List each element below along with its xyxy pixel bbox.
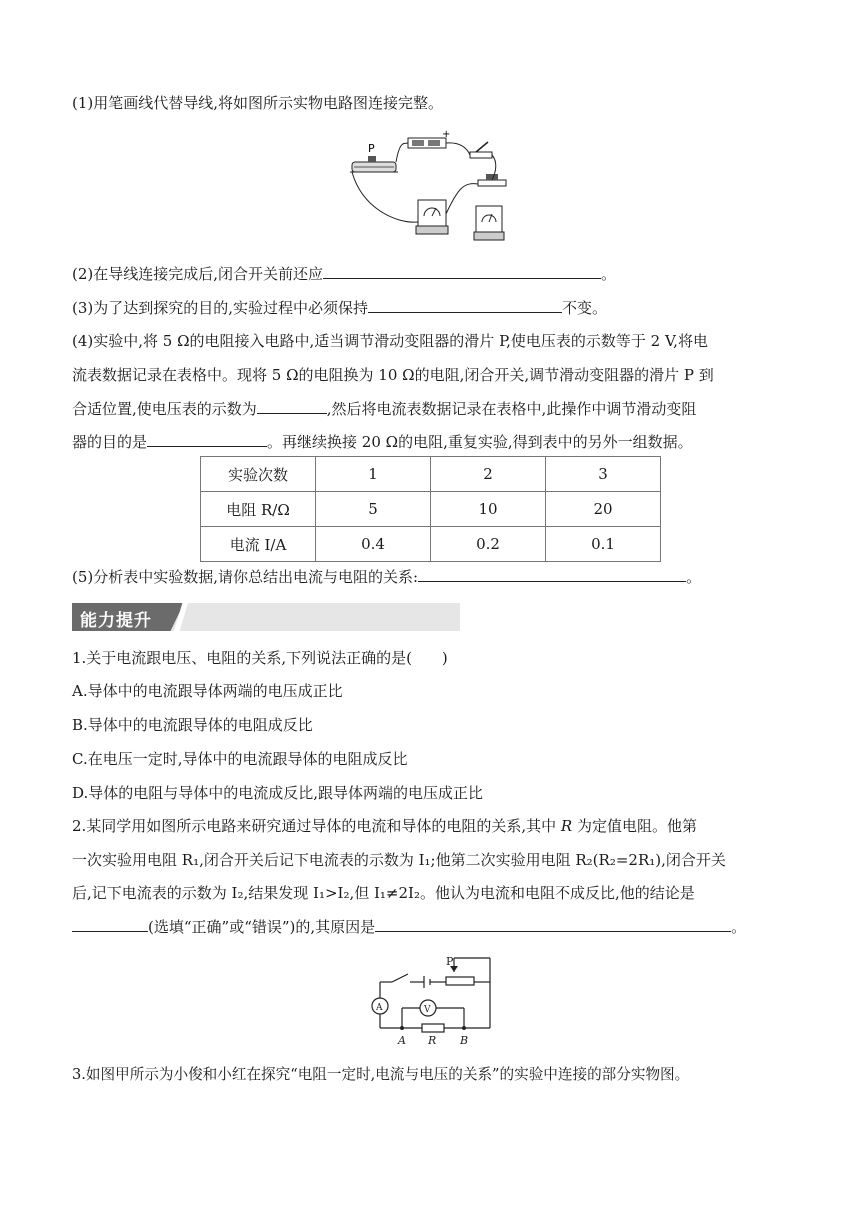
- table-cell: 0.1: [546, 527, 661, 562]
- experiment-data-table: [200, 456, 661, 562]
- q4-line1: (4)实验中,将 5 Ω的电阻接入电路中,适当调节滑动变阻器的滑片 P,使电压表的示数等于 2 V,将电: [72, 332, 708, 350]
- slider-p-label: P: [368, 142, 375, 155]
- table-cell: 实验次数: [201, 457, 316, 492]
- problem2-line3: 后,记下电流表的示数为 I₂,结果发现 I₁>I₂,但 I₁≠2I₂。他认为电流和电阻不成反比,他的结论是: [72, 884, 695, 902]
- table-cell: 电阻 R/Ω: [201, 492, 316, 527]
- q4-line2: 流表数据记录在表格中。现将 5 Ω的电阻换为 10 Ω的电阻,闭合开关,调节滑动变阻器的滑片 P 到: [72, 366, 714, 384]
- answer-blank-q3[interactable]: [368, 297, 562, 313]
- table-cell: 3: [546, 457, 661, 492]
- q5-text: (5)分析表中实验数据,请你总结出电流与电阻的关系: 。: [72, 568, 702, 586]
- point-a-label: A: [398, 1034, 406, 1046]
- table-cell: 0.4: [316, 527, 431, 562]
- voltmeter-label: V: [424, 1005, 431, 1015]
- answer-blank-q5[interactable]: [418, 566, 686, 582]
- q4-line3: 合适位置,使电压表的示数为 ,然后将电流表数据记录在表格中,此操作中调节滑动变阻: [72, 400, 697, 418]
- table-row: [201, 457, 661, 492]
- problem1-stem: 1.关于电流跟电压、电阻的关系,下列说法正确的是( ): [72, 649, 448, 667]
- problem1-option-a[interactable]: A.导体中的电流跟导体两端的电压成正比: [72, 682, 343, 700]
- table-cell: 1: [316, 457, 431, 492]
- problem1-option-c[interactable]: C.在电压一定时,导体中的电流跟导体的电阻成反比: [72, 750, 408, 768]
- resistor-r-label: R: [428, 1034, 437, 1046]
- problem2-line2: 一次实验用电阻 R₁,闭合开关后记下电流表的示数为 I₁;他第二次实验用电阻 R₂(R₂=2R₁),闭合开关: [72, 851, 726, 869]
- table-row: [201, 527, 661, 562]
- problem1-option-d[interactable]: D.导体的电阻与导体中的电流成反比,跟导体两端的电压成正比: [72, 784, 484, 802]
- table-row: [201, 492, 661, 527]
- table-cell: 10: [431, 492, 546, 527]
- q2-text: (2)在导线连接完成后,闭合开关前还应 。: [72, 265, 617, 283]
- problem1-option-b[interactable]: B.导体中的电流跟导体的电阻成反比: [72, 716, 313, 734]
- problem3-text: 3.如图甲所示为小俊和小红在探究“电阻一定时,电流与电压的关系”的实验中连接的部分实物图。: [72, 1066, 690, 1083]
- problem2-line1: 2.某同学用如图所示电路来研究通过导体的电流和导体的电阻的关系,其中 R 为定值电阻。他第: [72, 817, 697, 835]
- slider-p-label: P: [446, 955, 454, 968]
- table-cell: 0.2: [431, 527, 546, 562]
- circuit-schematic-figure: [364, 952, 504, 1046]
- table-cell: 电流 I/A: [201, 527, 316, 562]
- problem2-line4: (选填“正确”或“错误”)的,其原因是 。: [72, 916, 746, 938]
- q4-line4: 器的目的是 。再继续换接 20 Ω的电阻,重复实验,得到表中的另外一组数据。: [72, 433, 693, 451]
- table-cell: 20: [546, 492, 661, 527]
- answer-blank-p2-reason[interactable]: [375, 916, 731, 932]
- plus-label: +: [442, 129, 451, 140]
- table-cell: 2: [431, 457, 546, 492]
- answer-blank-p2-judgement[interactable]: [72, 916, 148, 932]
- q3-text: (3)为了达到探究的目的,实验过程中必须保持 不变。: [72, 299, 608, 317]
- answer-blank-q4-voltage[interactable]: [257, 398, 327, 414]
- ammeter-label: A: [376, 1003, 383, 1013]
- table-cell: 5: [316, 492, 431, 527]
- section-title: 能力提升: [80, 611, 152, 631]
- q1-text: (1)用笔画线代替导线,将如图所示实物电路图连接完整。: [72, 94, 444, 112]
- answer-blank-q4-purpose[interactable]: [147, 431, 267, 447]
- physical-circuit-figure: [346, 128, 526, 248]
- answer-blank-q2[interactable]: [323, 263, 601, 279]
- section-banner: [72, 603, 460, 631]
- point-b-label: B: [460, 1034, 469, 1046]
